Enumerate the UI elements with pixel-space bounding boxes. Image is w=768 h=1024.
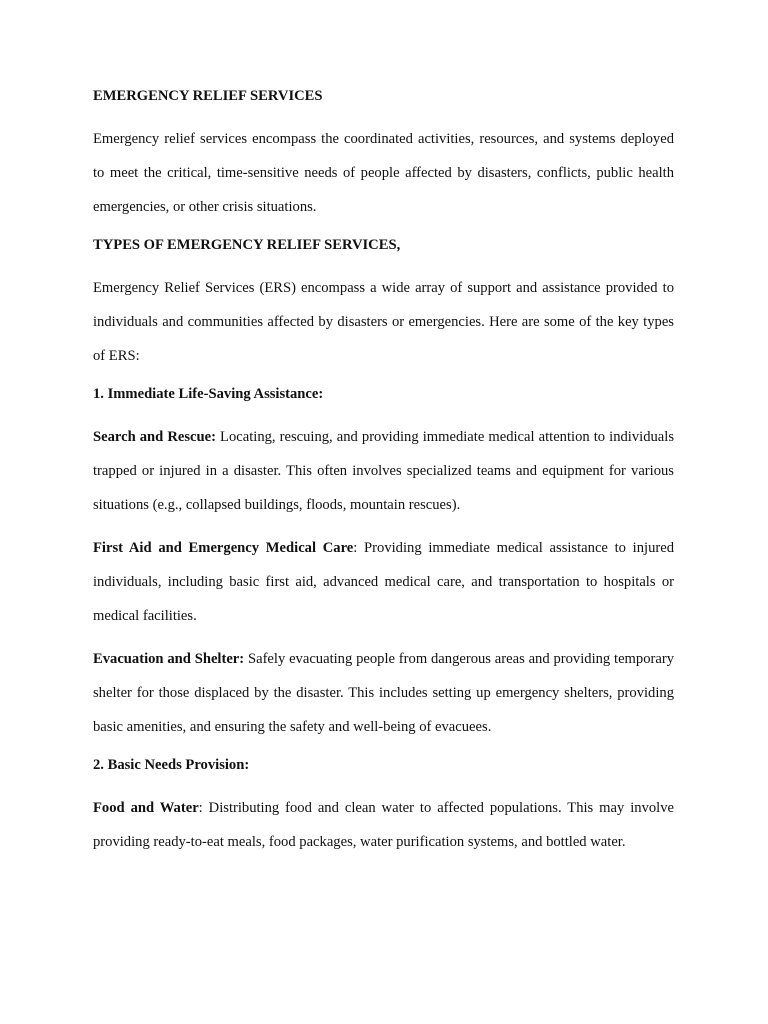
first-aid-text: : Providing immediate medical assistance to injured individuals, including basic first aid, advanced medical care, and transportation to hospitals or medical facilities.: [93, 540, 675, 624]
document-title: EMERGENCY RELIEF SERVICES: [93, 88, 323, 104]
first-aid-term: First Aid and Emergency Medical Care: [93, 540, 354, 556]
search-and-rescue-paragraph: [93, 420, 674, 522]
document-page: [93, 84, 674, 868]
section-1-heading: 1. Immediate Life-Saving Assistance:: [93, 386, 324, 402]
first-aid-paragraph: [93, 531, 674, 633]
evacuation-term: Evacuation and Shelter:: [93, 651, 245, 667]
intro-paragraph: Emergency relief services encompass the coordinated activities, resources, and systems deployed to meet the critical, time-sensitive needs of people affected by disasters, conflicts, public health emergencies, or other crisis situations.: [93, 131, 674, 215]
food-and-water-paragraph: [93, 791, 674, 859]
types-intro-paragraph: Emergency Relief Services (ERS) encompass a wide array of support and assistance provided to individuals and communities affected by disasters or emergencies. Here are some of the key types of ERS:: [93, 280, 674, 364]
food-and-water-term: Food and Water: [93, 800, 199, 816]
food-and-water-text: : Distributing food and clean water to affected populations. This may involve providing ready-to-eat meals, food packages, water purification systems, and bottled water.: [93, 800, 674, 850]
search-and-rescue-text: Locating, rescuing, and providing immediate medical attention to individuals trapped or injured in a disaster. This often involves specialized teams and equipment for various situations (e.g., collapsed buildings, floods, mountain rescues).: [93, 429, 675, 513]
evacuation-paragraph: [93, 642, 674, 744]
section-2-heading: 2. Basic Needs Provision:: [93, 757, 250, 773]
evacuation-text: Safely evacuating people from dangerous areas and providing temporary shelter for those displaced by the disaster. This includes setting up emergency shelters, providing basic amenities, and ensuring the safety and well-being of evacuees.: [93, 651, 674, 735]
search-and-rescue-term: Search and Rescue:: [93, 429, 216, 445]
types-heading: TYPES OF EMERGENCY RELIEF SERVICES,: [93, 237, 401, 253]
